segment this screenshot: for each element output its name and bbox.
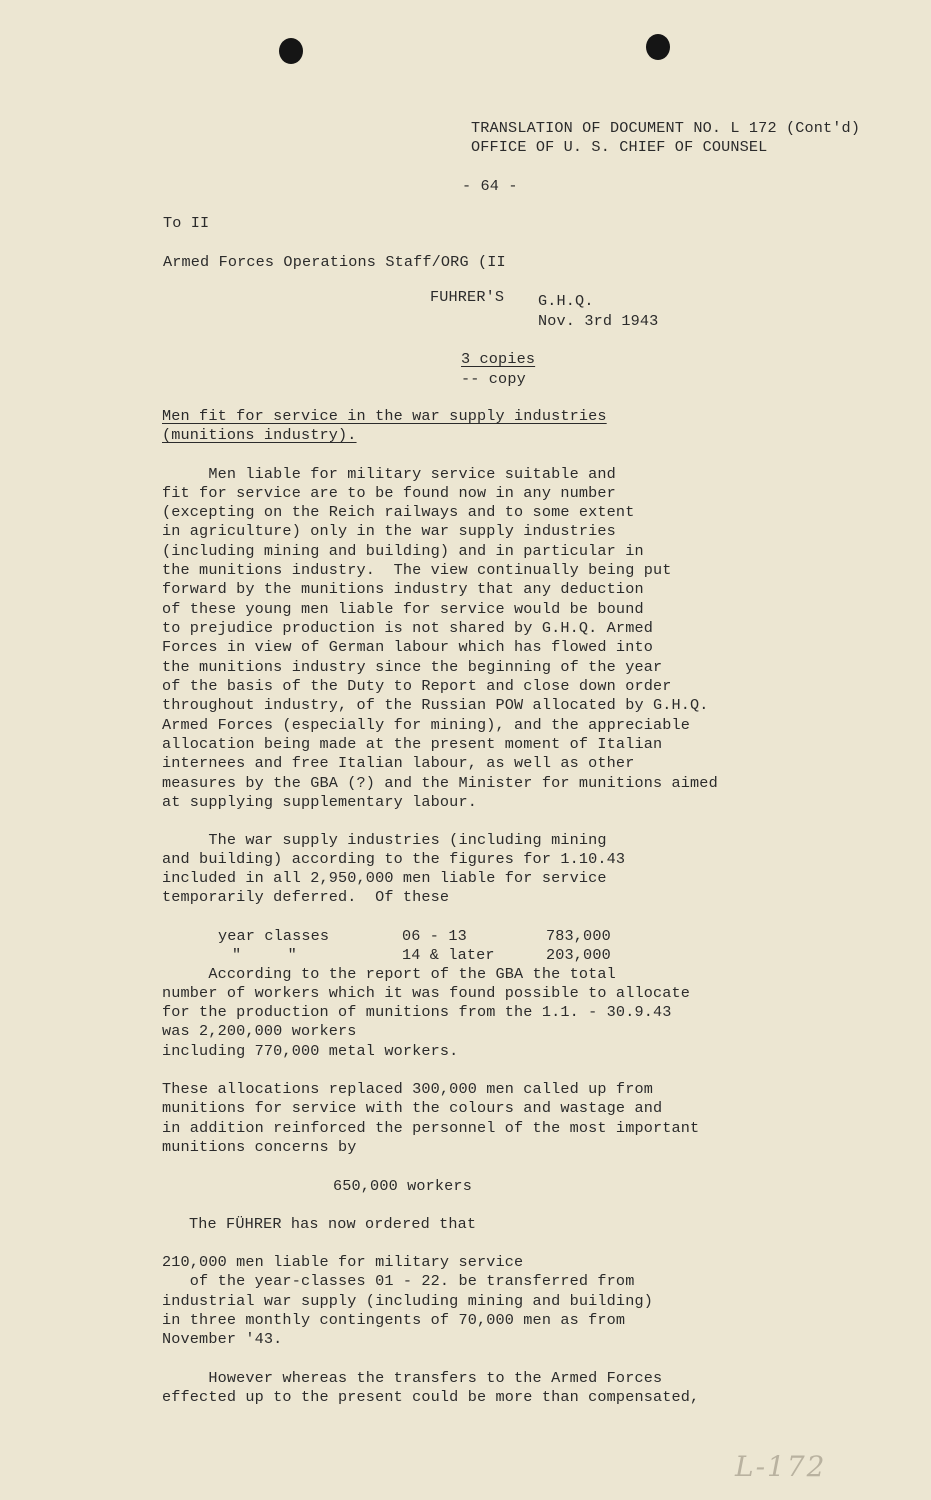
text-line: munitions concerns by	[162, 1138, 357, 1156]
text-line: and building) according to the figures for 1.10.43	[162, 850, 626, 868]
text-line: in agriculture) only in the war supply industries	[162, 522, 616, 540]
subject-line-1: Men fit for service in the war supply industries	[162, 407, 607, 425]
text-line: Men liable for military service suitable and	[162, 465, 616, 483]
text-line: fit for service are to be found now in any number	[162, 484, 616, 502]
text-line: of the basis of the Duty to Report and close down order	[162, 677, 672, 695]
text-line: The war supply industries (including mining	[162, 831, 607, 849]
year-row-2-value: 203,000	[546, 946, 611, 964]
text-line: the munitions industry since the beginning of the year	[162, 658, 663, 676]
text-line: for the production of munitions from the 1.1. - 30.9.43	[162, 1003, 672, 1021]
punch-hole-left	[279, 38, 303, 64]
text-line: temporarily deferred. Of these	[162, 888, 450, 906]
copies-count: 3 copies	[461, 350, 536, 368]
text-line: munitions for service with the colours and wastage and	[162, 1099, 663, 1117]
text-line: in three monthly contingents of 70,000 men as from	[162, 1311, 626, 1329]
text-line: (excepting on the Reich railways and to some extent	[162, 503, 635, 521]
copy-label: -- copy	[461, 370, 526, 388]
text-line: the munitions industry. The view continually being put	[162, 561, 672, 579]
text-line: (including mining and building) and in particular in	[162, 542, 644, 560]
text-line: effected up to the present could be more than compensated,	[162, 1388, 700, 1406]
year-row-2-range: 14 & later	[402, 946, 495, 964]
year-row-1-range: 06 - 13	[402, 927, 467, 945]
document-date: Nov. 3rd 1943	[538, 312, 659, 330]
text-line: internees and free Italian labour, as well as other	[162, 754, 635, 772]
fuhrers-label: FUHRER'S	[430, 288, 505, 306]
text-line: According to the report of the GBA the total	[162, 965, 616, 983]
text-line: in addition reinforced the personnel of the most important	[162, 1119, 700, 1137]
text-line: 210,000 men liable for military service	[162, 1253, 524, 1271]
year-row-1-value: 783,000	[546, 927, 611, 945]
punch-hole-right	[646, 34, 670, 60]
year-row-2-label: " "	[232, 946, 297, 964]
sender-staff: Armed Forces Operations Staff/ORG (II	[163, 253, 506, 271]
handwritten-page-mark: L-172	[735, 1450, 827, 1483]
workers-total: 650,000 workers	[333, 1177, 472, 1195]
text-line: to prejudice production is not shared by G.H.Q. Armed	[162, 619, 653, 637]
text-line: including 770,000 metal workers.	[162, 1042, 459, 1060]
text-line: measures by the GBA (?) and the Minister for munitions aimed	[162, 774, 718, 792]
text-line: of these young men liable for service would be bound	[162, 600, 644, 618]
text-line: was 2,200,000 workers	[162, 1022, 357, 1040]
fuhrer-order: The FÜHRER has now ordered that	[189, 1215, 477, 1233]
text-line: at supplying supplementary labour.	[162, 793, 477, 811]
text-line: of the year-classes 01 - 22. be transferred from	[162, 1272, 635, 1290]
text-line: Armed Forces (especially for mining), and the appreciable	[162, 716, 691, 734]
header-office-line: OFFICE OF U. S. CHIEF OF COUNSEL	[471, 138, 768, 156]
text-line: These allocations replaced 300,000 men called up from	[162, 1080, 653, 1098]
recipient: To II	[163, 214, 210, 232]
text-line: included in all 2,950,000 men liable for service	[162, 869, 607, 887]
text-line: However whereas the transfers to the Armed Forces	[162, 1369, 663, 1387]
text-line: November '43.	[162, 1330, 283, 1348]
text-line: forward by the munitions industry that any deduction	[162, 580, 644, 598]
text-line: allocation being made at the present moment of Italian	[162, 735, 663, 753]
page-number: - 64 -	[462, 177, 518, 195]
ghq-label: G.H.Q.	[538, 292, 594, 310]
text-line: Forces in view of German labour which has flowed into	[162, 638, 653, 656]
subject-line-2: (munitions industry).	[162, 426, 357, 444]
text-line: number of workers which it was found possible to allocate	[162, 984, 691, 1002]
header-translation-line: TRANSLATION OF DOCUMENT NO. L 172 (Cont'd)	[471, 119, 861, 137]
year-row-1-label: year classes	[218, 927, 330, 945]
text-line: industrial war supply (including mining and building)	[162, 1292, 653, 1310]
text-line: throughout industry, of the Russian POW allocated by G.H.Q.	[162, 696, 709, 714]
